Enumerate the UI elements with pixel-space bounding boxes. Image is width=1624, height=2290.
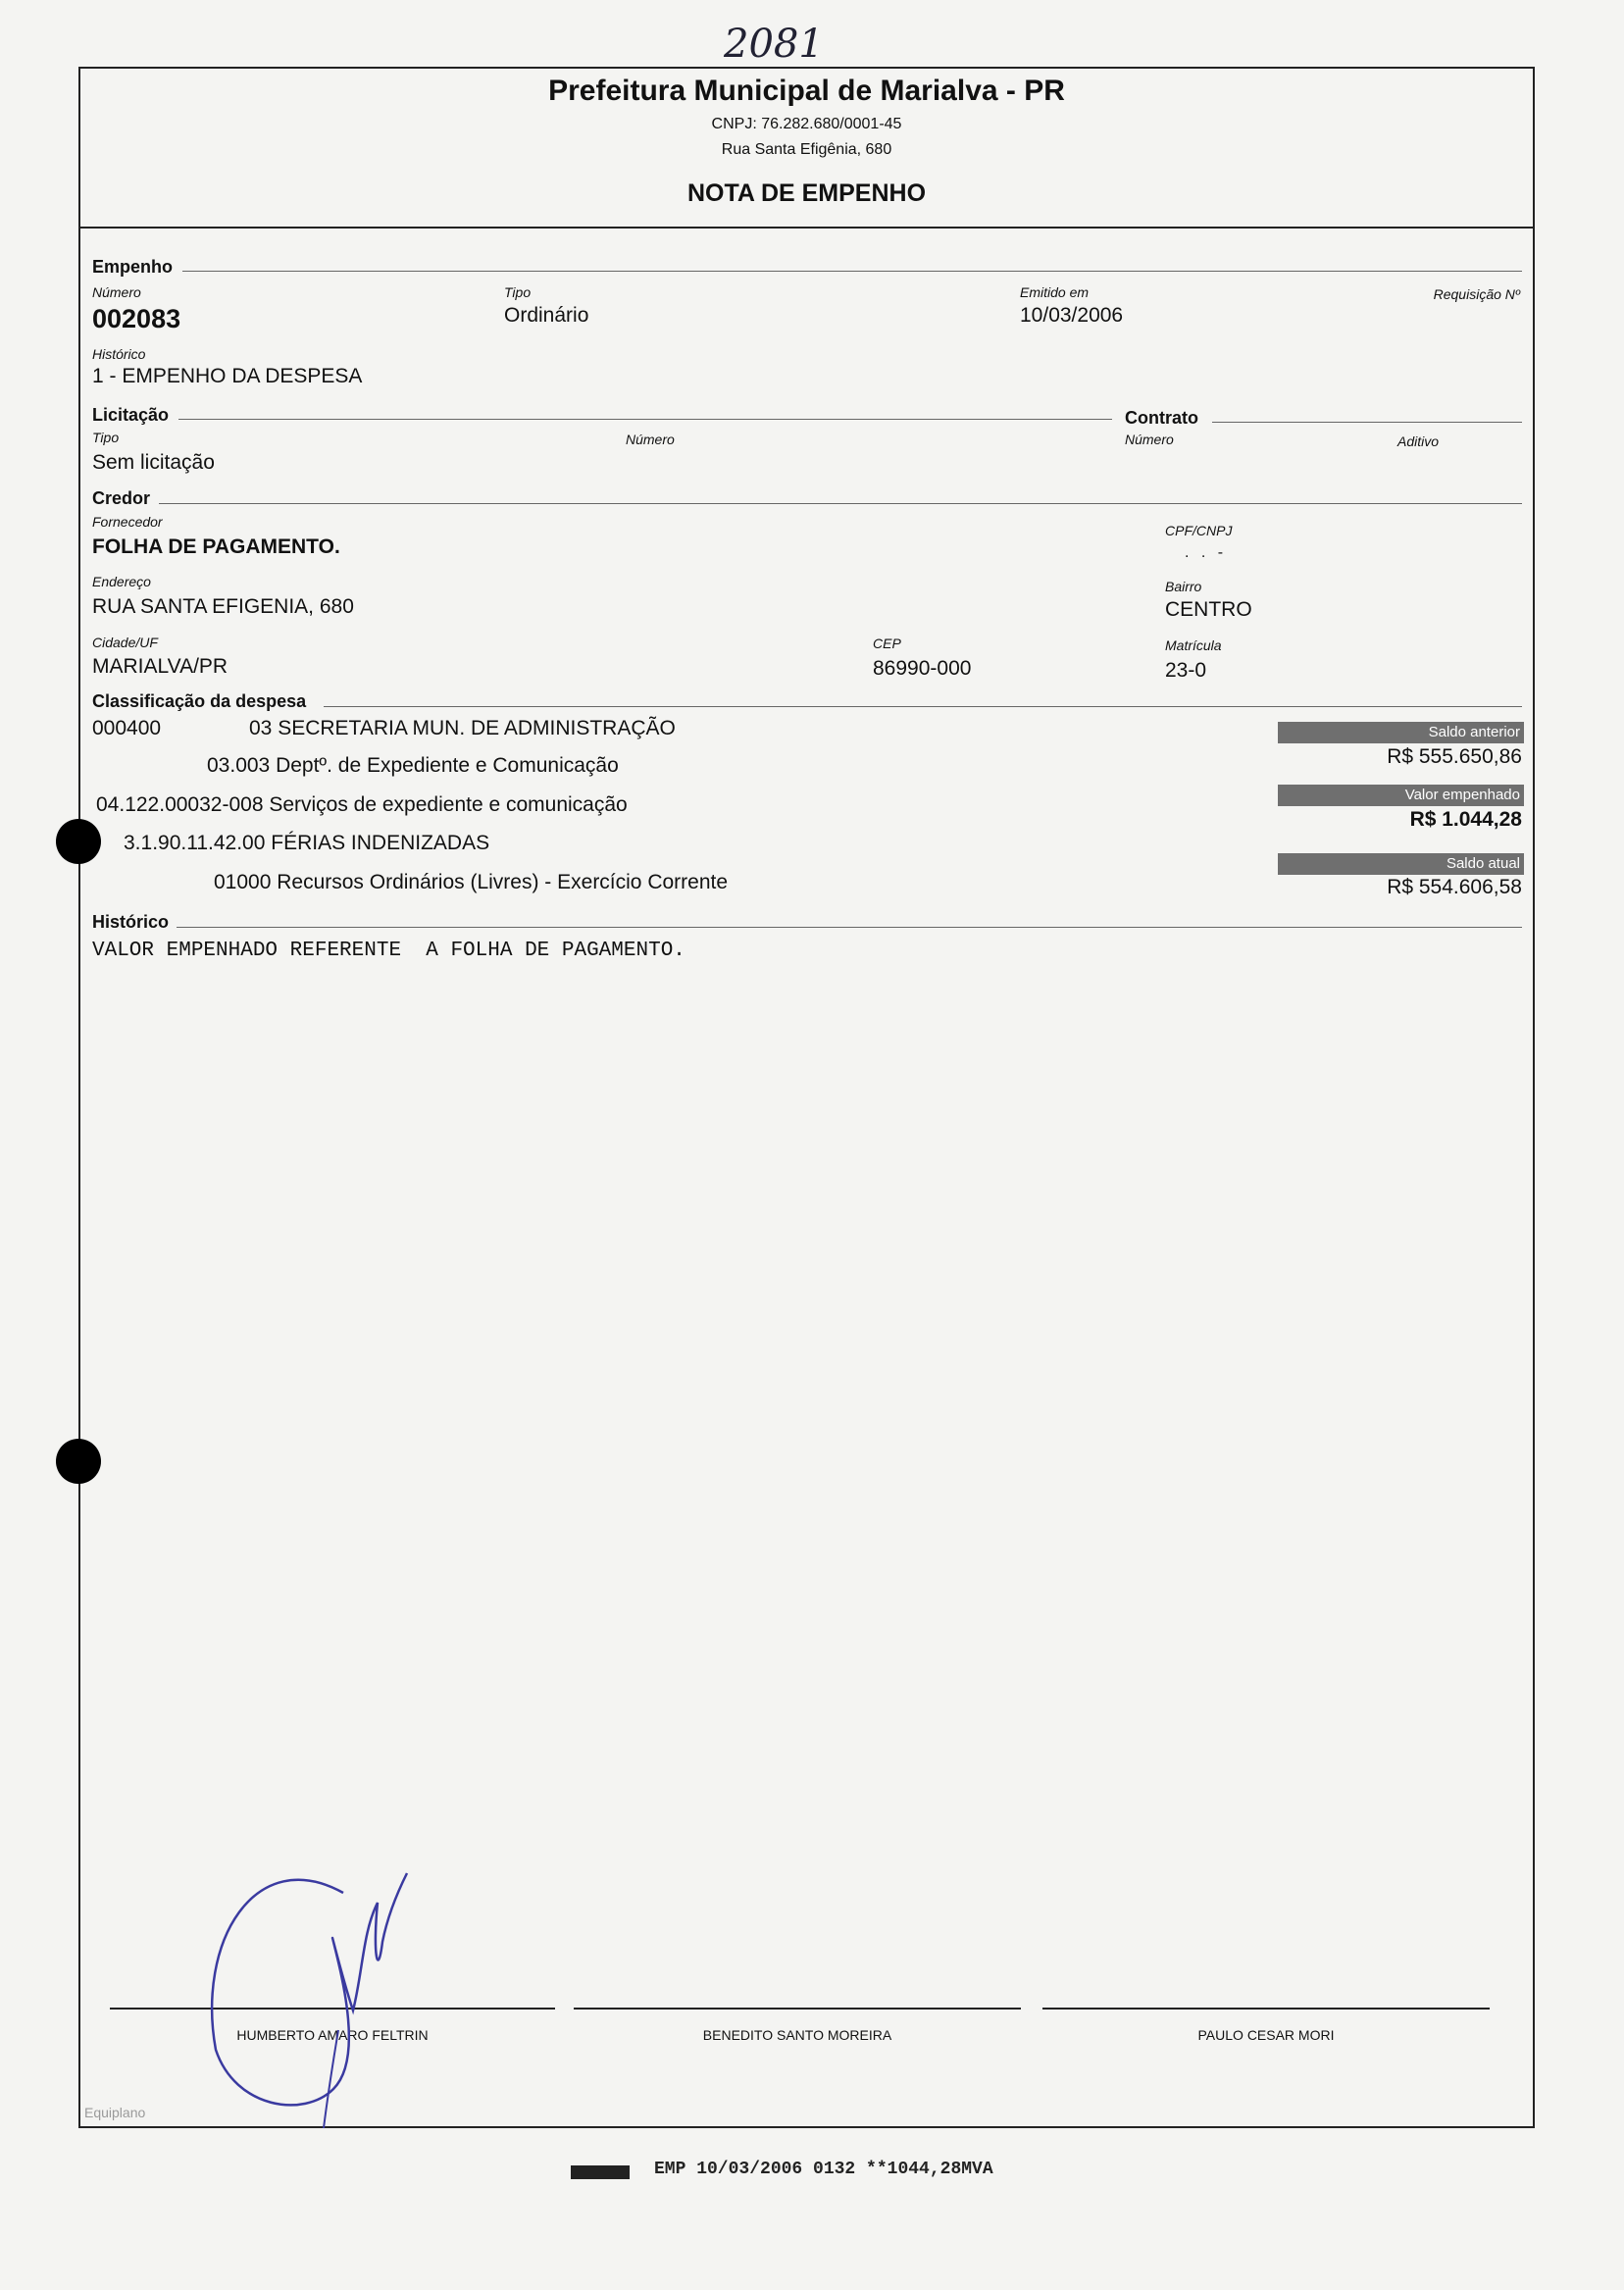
bairro-value: CENTRO (1165, 598, 1252, 621)
tipo-label: Tipo (504, 284, 532, 300)
section-credor: Credor (92, 488, 151, 508)
punch-hole (56, 819, 101, 864)
valor-empenhado-label: Valor empenhado (1278, 785, 1524, 806)
handwritten-number: 2081 (724, 22, 824, 67)
valor-empenhado-value: R$ 1.044,28 (1409, 808, 1522, 831)
classificacao-line: 03.003 Deptº. de Expediente e Comunicação (207, 754, 619, 777)
classificacao-line: 01000 Recursos Ordinários (Livres) - Exercício Corrente (214, 871, 729, 893)
matricula-label: Matrícula (1165, 637, 1222, 653)
saldo-atual-label: Saldo atual (1278, 853, 1524, 875)
saldo-anterior-value: R$ 555.650,86 (1387, 745, 1522, 768)
cnpj-text: CNPJ: 76.282.680/0001-45 (711, 116, 902, 132)
section-historico: Histórico (92, 912, 170, 932)
numero-label: Número (92, 284, 141, 300)
saldo-atual-value: R$ 554.606,58 (1387, 876, 1522, 898)
address-text: Rua Santa Efigênia, 680 (721, 141, 892, 158)
page-title: Prefeitura Municipal de Marialva - PR (548, 75, 1065, 107)
divider (182, 271, 1522, 272)
emitido-label: Emitido em (1020, 284, 1090, 300)
saldo-anterior-label: Saldo anterior (1278, 722, 1524, 743)
endereco-value: RUA SANTA EFIGENIA, 680 (92, 595, 354, 618)
section-classificacao: Classificação da despesa (92, 691, 307, 711)
licitacao-numero-label: Número (626, 432, 675, 447)
endereco-label: Endereço (92, 574, 151, 589)
divider (178, 419, 1112, 420)
matricula-value: 23-0 (1165, 659, 1207, 682)
divider (324, 706, 1522, 707)
fornecedor-name: FOLHA DE PAGAMENTO. (92, 535, 340, 558)
empenho-tipo: Ordinário (504, 304, 589, 327)
cpf-value: . . - (1185, 544, 1228, 561)
bottom-stamp: EMP 10/03/2006 0132 **1044,28MVA (654, 2160, 993, 2179)
requisicao-label: Requisição Nº (1433, 286, 1520, 302)
signature-line (574, 2008, 1021, 2010)
punch-hole (56, 1439, 101, 1484)
licitacao-tipo-label: Tipo (92, 430, 120, 445)
historico-text: VALOR EMPENHADO REFERENTE A FOLHA DE PAGAMENTO. (92, 940, 685, 962)
classificacao-line: 04.122.00032-008 Serviços de expediente e comunicação (96, 793, 628, 816)
empenho-historico: 1 - EMPENHO DA DESPESA (92, 365, 363, 387)
classificacao-line: 03 SECRETARIA MUN. DE ADMINISTRAÇÃO (249, 717, 676, 739)
licitacao-tipo: Sem licitação (92, 451, 215, 474)
classificacao-line: 000400 (92, 717, 162, 739)
signature-line (1042, 2008, 1490, 2010)
cep-label: CEP (873, 636, 901, 651)
historico-label: Histórico (92, 346, 146, 362)
footer-brand: Equiplano (84, 2105, 146, 2120)
section-empenho: Empenho (92, 257, 174, 277)
cidade-value: MARIALVA/PR (92, 655, 228, 678)
cidade-label: Cidade/UF (92, 635, 158, 650)
signature-name: HUMBERTO AMARO FELTRIN (236, 2027, 429, 2043)
bairro-label: Bairro (1165, 579, 1202, 594)
cep-value: 86990-000 (873, 657, 972, 680)
document-title: NOTA DE EMPENHO (686, 179, 927, 207)
handwritten-signature (196, 1863, 451, 2138)
divider (1212, 422, 1522, 423)
header-divider (78, 227, 1535, 229)
classificacao-line: 3.1.90.11.42.00 FÉRIAS INDENIZADAS (124, 832, 490, 854)
contrato-aditivo-label: Aditivo (1397, 433, 1440, 449)
section-licitacao: Licitação (92, 405, 170, 425)
signature-name: PAULO CESAR MORI (1197, 2027, 1335, 2043)
empenho-number: 002083 (92, 304, 181, 333)
contrato-numero-label: Número (1125, 432, 1174, 447)
section-contrato: Contrato (1125, 408, 1198, 428)
divider (177, 927, 1522, 928)
emitido-date: 10/03/2006 (1020, 304, 1124, 327)
cpf-label: CPF/CNPJ (1165, 523, 1233, 538)
fornecedor-label: Fornecedor (92, 514, 163, 530)
signature-name: BENEDITO SANTO MOREIRA (702, 2027, 892, 2043)
stamp-logo-icon (571, 2165, 630, 2179)
divider (159, 503, 1522, 504)
